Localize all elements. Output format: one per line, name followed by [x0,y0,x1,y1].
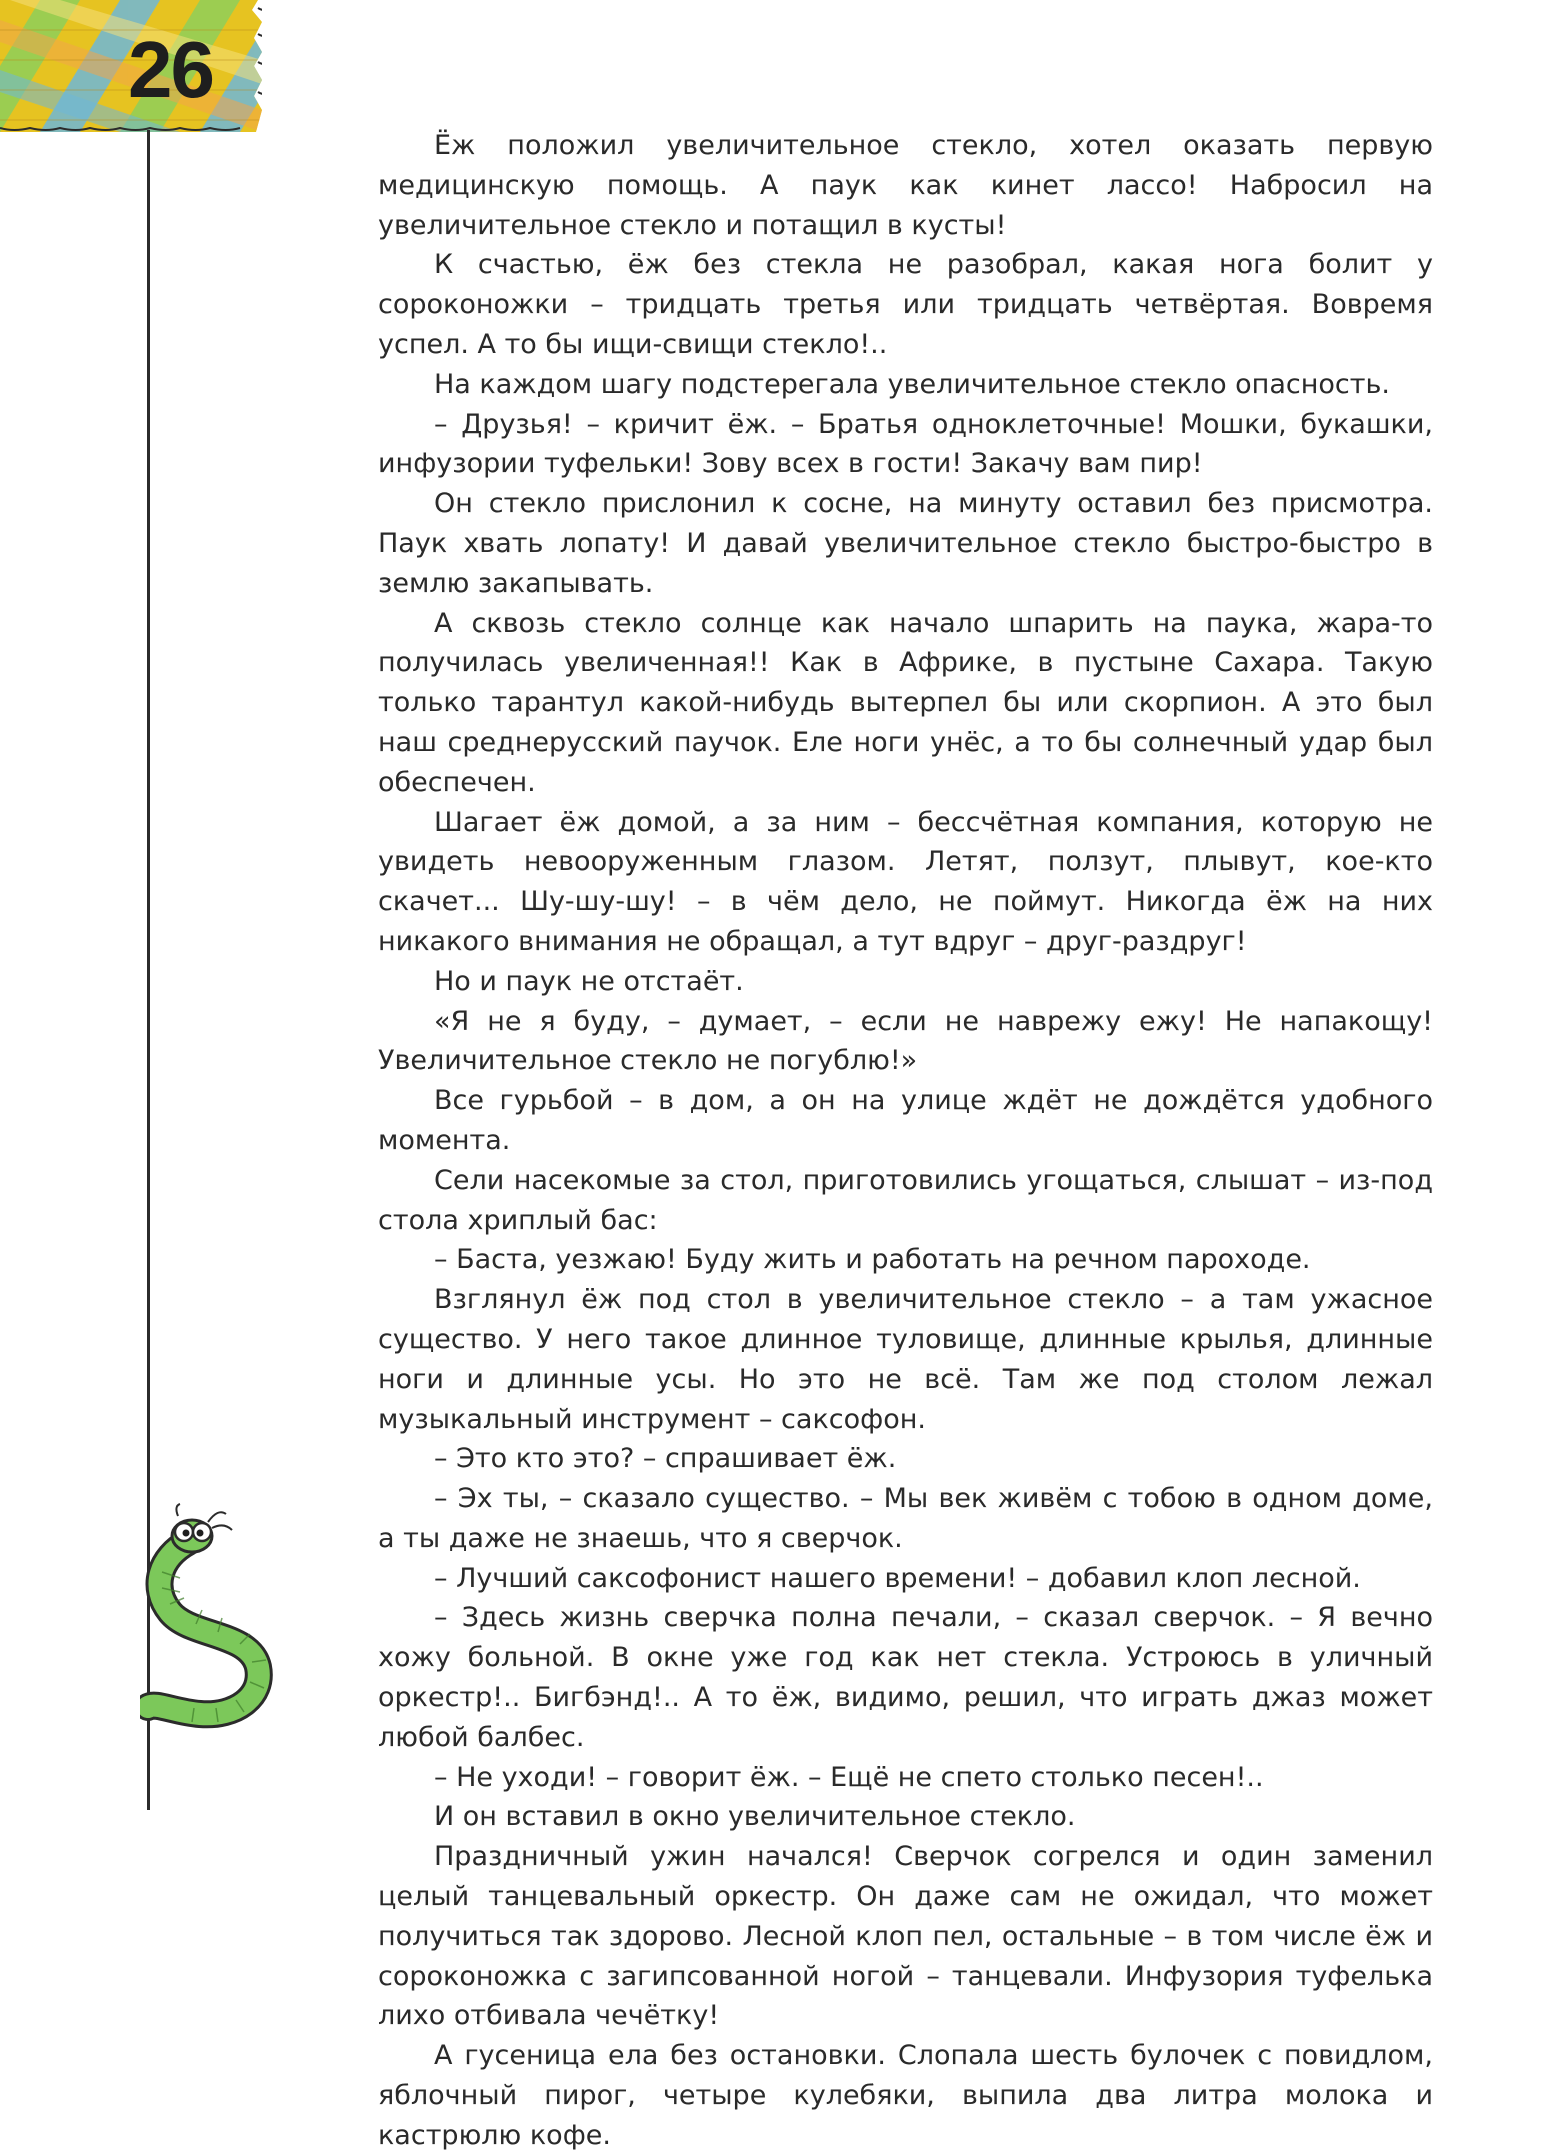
paragraph: – Эх ты, – сказало существо. – Мы век живём с тобою в одном доме, а ты даже не знаешь, что я сверчок. [378,1483,1433,1554]
paragraph: Шагает ёж домой, а за ним – бессчётная компания, которую не увидеть невооруженным глазом. Летят, ползут, плывут, кое-кто скачет... Шу-шу-шу! – в чём дело, не поймут. Никогда ёж на них никакого внимания не обращал, а тут вдруг – друг-раздруг! [378,806,1433,957]
paragraph: – Лучший саксофонист нашего времени! – добавил клоп лесной. [434,1562,1361,1594]
paragraph: Все гурьбой – в дом, а он на улице ждёт не дождётся удобного момента. [378,1085,1433,1156]
paragraph: На каждом шагу подстерегала увеличительное стекло опасность. [434,368,1390,400]
paragraph: Ёж положил увеличительное стекло, хотел оказать первую медицинскую помощь. А паук как кинет лассо! Набросил на увеличительное стекло и потащил в кусты! [378,130,1433,241]
paragraph: – Друзья! – кричит ёж. – Братья одноклеточные! Мошки, букашки, инфузории туфельки! Зову всех в гости! Закачу вам пир! [378,408,1433,480]
paragraph: Но и паук не отстаёт. [434,965,744,997]
paragraph: К счастью, ёж без стекла не разобрал, какая нога болит у сороконожки – тридцать третья или тридцать четвёртая. Вовремя успел. А то бы ищи-свищи стекло!.. [378,249,1433,360]
paragraph: – Не уходи! – говорит ёж. – Ещё не спето столько песен!.. [434,1761,1264,1793]
paragraph: «Я не я буду, – думает, – если не наврежу ежу! Не напакощу! Увеличительное стекло не погублю!» [378,1005,1433,1077]
paragraph: Взглянул ёж под стол в увеличительное стекло – а там ужасное существо. У него такое длинное туловище, длинные крылья, длинные ноги и длинные усы. Но это не всё. Там же под столом лежал музыкальный инструмент – саксофон. [378,1284,1433,1435]
paragraph: – Здесь жизнь сверчка полна печали, – сказал сверчок. – Я вечно хожу больной. В окне уже год как нет стекла. Устроюсь в уличный оркестр!.. Бигбэнд!.. А то ёж, видимо, решил, что играть джаз может любой балбес. [378,1602,1433,1753]
page-number: 26 [128,25,213,114]
paragraph: Он стекло прислонил к сосне, на минуту оставил без присмотра. Паук хвать лопату! И давай увеличительное стекло быстро-быстро в землю закапывать. [378,488,1433,599]
paragraph: А гусеница ела без остановки. Слопала шесть булочек с повидлом, яблочный пирог, четыре кулебяки, выпила два литра молока и кастрюлю кофе. [378,2040,1433,2151]
paragraph: А сквозь стекло солнце как начало шпарить на паука, жара-то получилась увеличенная!! Как в Африке, в пустыне Сахара. Такую только тарантул какой-нибудь вытерпел бы или скорпион. А это был наш среднерусский паучок. Еле ноги унёс, а то бы солнечный удар был обеспечен. [378,607,1433,798]
paragraph: – Баста, уезжаю! Буду жить и работать на речном пароходе. [434,1244,1311,1276]
paragraph: – Это кто это? – спрашивает ёж. [434,1443,897,1475]
green-worm-illustration [140,1502,285,1742]
story-text [378,126,1433,2156]
paragraph: Сели насекомые за стол, приготовились угощаться, слышат – из-под стола хриплый бас: [378,1164,1433,1236]
paragraph: И он вставил в окно увеличительное стекло. [434,1801,1076,1833]
paragraph: Праздничный ужин начался! Сверчок согрелся и один заменил целый танцевальный оркестр. Он даже сам не ожидал, что может получиться так здорово. Лесной клоп пел, остальные – в том числе ёж и сороконожка с загипсованной ногой – танцевали. Инфузория туфелька лихо отбивала чечётку! [378,1841,1433,2032]
